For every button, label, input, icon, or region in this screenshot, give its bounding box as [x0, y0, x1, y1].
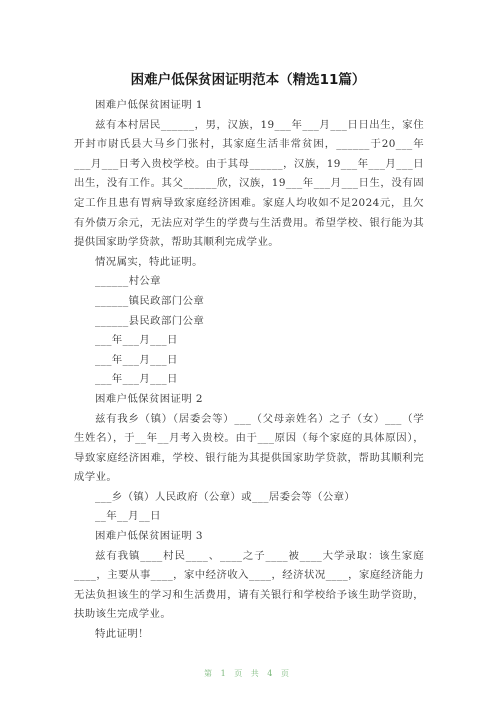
signature-village-seal: ______村公章	[95, 275, 161, 288]
signature-government-seal: ___乡（镇）人民政府（公章）或___居委会等（公章）	[95, 490, 356, 503]
section-heading-2: 困难户低保贫困证明 2	[95, 392, 203, 405]
section-3-closing: 特此证明！	[95, 628, 149, 641]
date-line: ___年___月___日	[95, 334, 178, 347]
document-body	[74, 96, 424, 645]
page-number-footer: 第 1 页 共 4 页	[204, 669, 292, 678]
section-1-paragraph: 兹有本村居民______，男，汉族，19___年___月___日日出生，家住开封市尉氏县大马乡门张村，其家庭生活非常贫困，______于20___年___月___日考入贵校学校。由于其母______，汉族，19___年___月___日出生，没有工作。其父______欣，汉族，19___年___月___日生，没有固定工作且患有胃病导致家庭经济困难。家庭人均收如不足2024元，且欠有外债万余元，无法应对学生的学费与生活费用。希望学校、银行能为其提供国家助学贷款，帮助其顺利完成学业。	[74, 118, 424, 249]
document-title: 困难户低保贫困证明范本（精选11篇）	[130, 72, 366, 88]
date-line: ___年___月___日	[95, 373, 178, 386]
section-heading-1: 困难户低保贫困证明 1	[95, 99, 203, 111]
signature-county-seal: ______县民政部门公章	[95, 314, 205, 327]
section-1-closing: 情况属实，特此证明。	[95, 255, 203, 268]
section-2-paragraph: 兹有我乡（镇）（居委会等）___（父母亲姓名）之子（女）___（学生姓名），于__年__月考入贵校。由于___原因（每个家庭的具体原因），导致家庭经济困难，学校、银行能为其提供国家助学贷款，帮助其顺利完成学业。	[74, 412, 424, 484]
section-3-paragraph: 兹有我镇____村民____、____之子____被____大学录取：该生家庭____，主要从事____，家中经济收入____，经济状况____，家庭经济能力无法负担该生的学习和生活费用，请有关银行和学校给予该生助学资助，扶助该生完成学业。	[74, 549, 424, 621]
section-heading-3: 困难户低保贫困证明 3	[95, 530, 203, 543]
date-line: __年__月__日	[95, 510, 161, 523]
date-line: ___年___月___日	[95, 353, 178, 366]
signature-town-seal: ______镇民政部门公章	[95, 294, 205, 307]
